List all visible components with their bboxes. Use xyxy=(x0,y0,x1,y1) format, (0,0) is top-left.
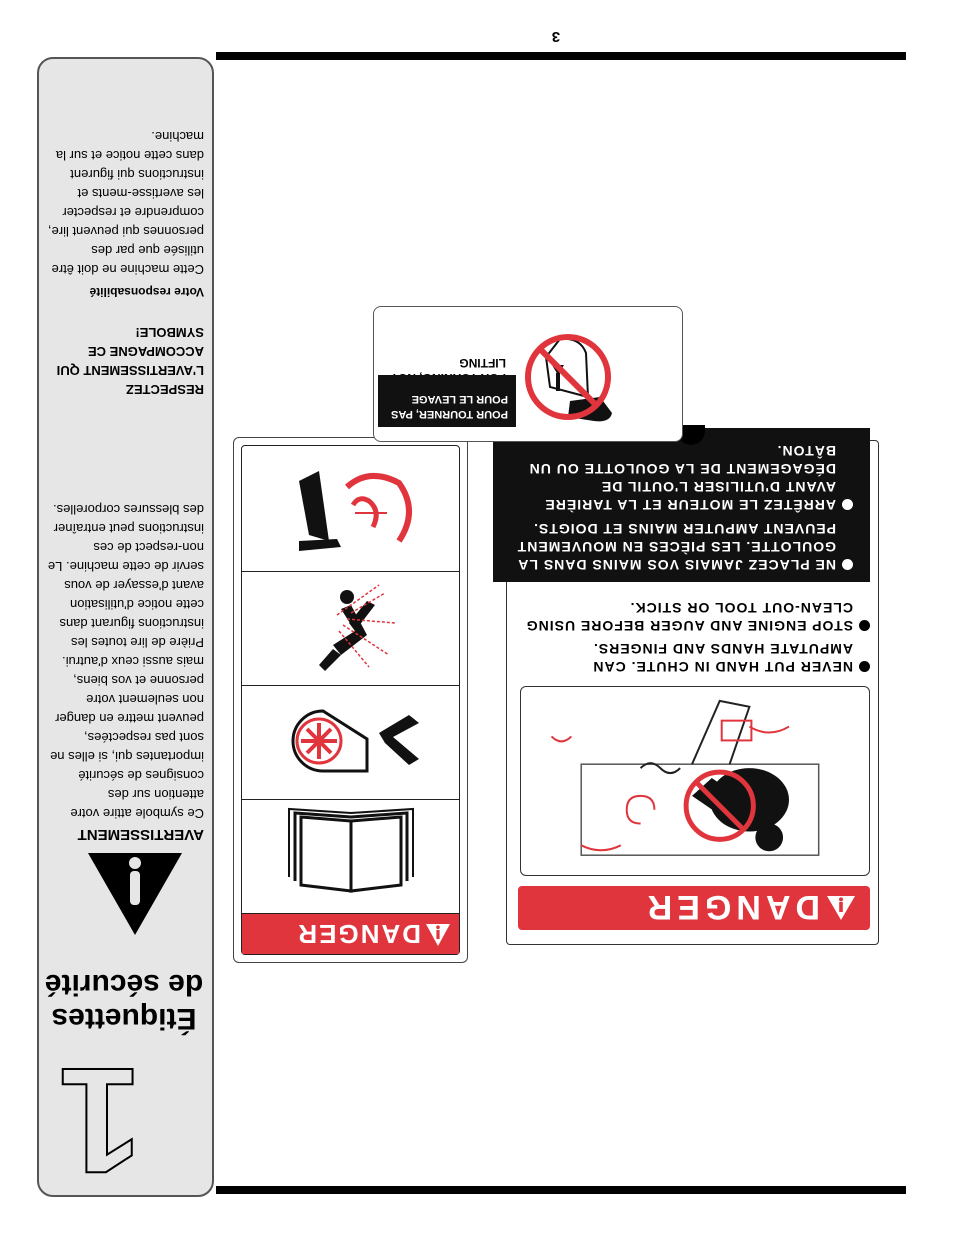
no-lifting-icon xyxy=(520,327,630,427)
auger-hand-icon xyxy=(242,685,459,799)
list-item: STOP ENGINE AND AUGER BEFORE USING CLEAN-OUT TOOL OR STICK. xyxy=(518,599,870,635)
section-title: Étiquettes de sécurité xyxy=(44,968,204,1035)
list-item: NE PLACEZ JAMAIS VOS MAINS DANS LA GOULOTTE. LES PIÈCES EN MOUVEMENT PEUVENT AMPUTER MAINS ET DOIGTS. xyxy=(501,520,853,574)
chapter-number xyxy=(58,1037,150,1205)
pictogram-danger-decal xyxy=(233,437,468,963)
respect-warning-text: RESPECTEZ L'AVERTISSEMENT QUI ACCOMPAGNE CE SYMBOLE! xyxy=(56,325,204,397)
svg-text:1: 1 xyxy=(58,1037,142,1205)
warning-title: AVERTISSEMENT xyxy=(77,826,204,843)
english-instructions xyxy=(518,594,870,676)
list-item: ARRÊTEZ LE MOTEUR ET LA TARIÈRE AVANT D'UTILISER L'OUTIL DE DÉGAGEMENT DE LA GOULOTTE OU UN BÂTON. xyxy=(501,442,853,514)
danger-label: DANGER xyxy=(296,919,421,949)
thrown-objects-cell xyxy=(242,571,459,686)
bottom-rule xyxy=(216,52,906,60)
alert-triangle-icon xyxy=(425,923,451,947)
chute-danger-decal xyxy=(506,440,879,945)
chapter-sidebar xyxy=(37,57,214,1205)
handle-english-text: LIFTING xyxy=(459,356,506,370)
warning-triangle-icon xyxy=(84,849,186,939)
chute-hand-pictogram-icon xyxy=(520,686,870,876)
list-item: NEVER PUT HAND IN CHUTE. CAN AMPUTATE HANDS AND FINGERS. xyxy=(518,640,870,676)
warning-text: Ce symbole attire votre attention sur des consignes de sécurité importantes qui, si elles ne sont pas respectées, peuvent mettre en danger non seulement votre personne et vos biens, mais aussi ceux d'autrui. Prière de lire toutes les instructions figurant dans cette notice d'utilisation avant d'essayer de vous servir de cette machine. Le non-respect de ces instructions peut entraîner des blessures corporelles. xyxy=(47,502,204,821)
chute-hand-icon xyxy=(242,457,459,571)
responsibility-text: Cette machine ne doit être utilisée que par des personnes qui peuvent lire, comprendre et respecter les avertisse-ments et instructions qui figurent dans cette notice et sur la machine. xyxy=(47,129,204,277)
chute-hand-cell xyxy=(242,457,459,572)
top-rule xyxy=(216,1186,906,1194)
danger-header xyxy=(518,886,870,930)
auger-cell xyxy=(242,685,459,800)
manual-icon xyxy=(242,799,459,913)
thrown-objects-icon xyxy=(242,571,459,685)
handle-french-text: POUR TOURNER, PAS POUR LE LEVAGE xyxy=(378,375,516,427)
page-number: 3 xyxy=(551,28,561,45)
danger-header xyxy=(242,914,459,954)
responsibility-title: Votre responsabilité xyxy=(89,285,204,299)
manual-cell xyxy=(242,799,459,914)
alert-triangle-icon xyxy=(826,895,856,921)
handle-decal xyxy=(373,306,683,442)
danger-label: DANGER xyxy=(642,888,820,926)
french-instructions xyxy=(493,428,870,582)
